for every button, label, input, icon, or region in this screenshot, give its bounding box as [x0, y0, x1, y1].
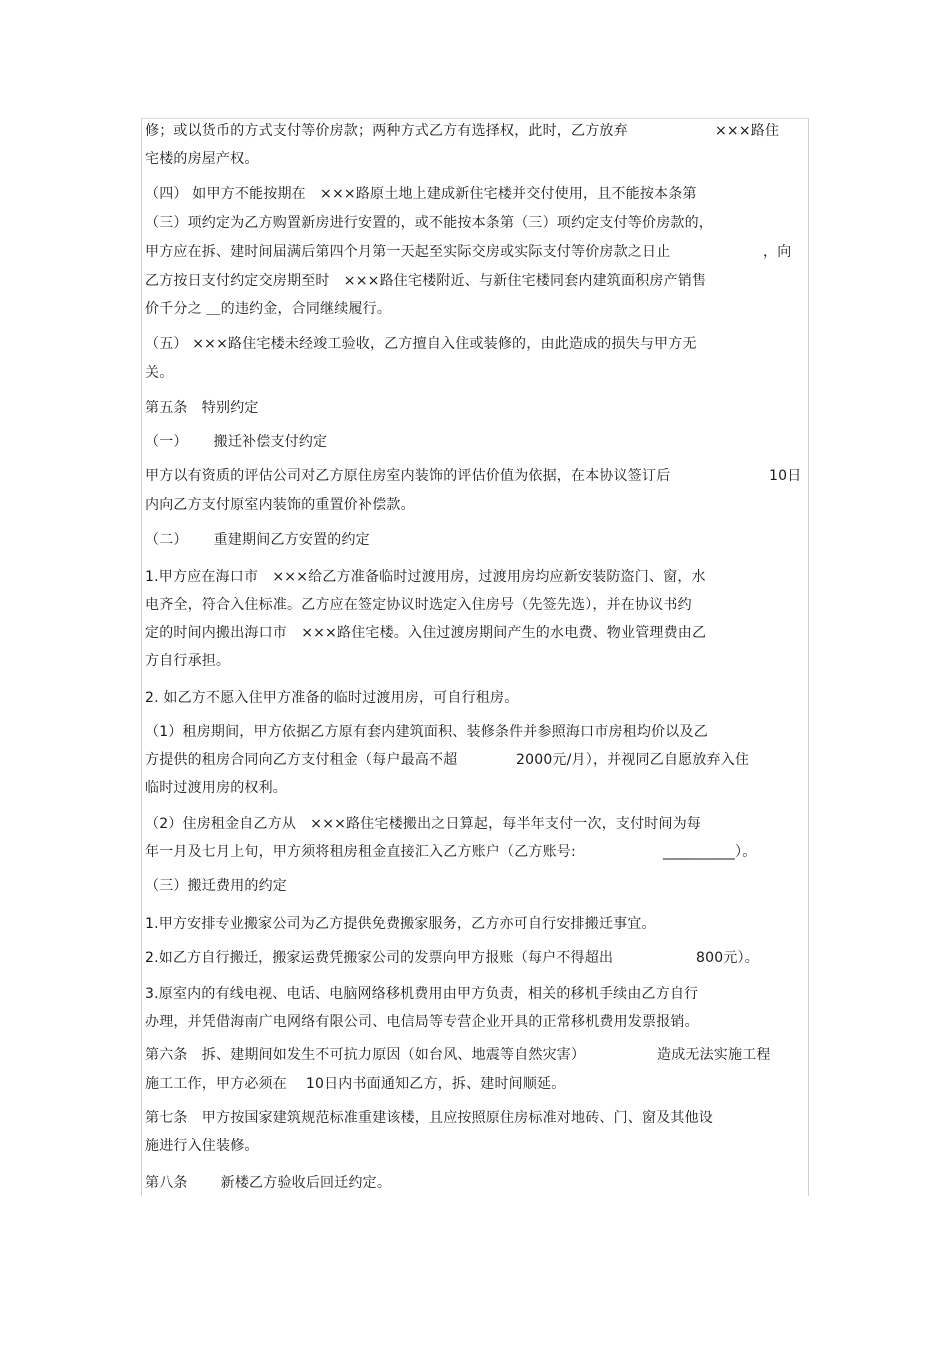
text-line: 年一月及七月上旬，甲方须将租房租金直接汇入乙方账户（乙方账号: __________）。 [145, 844, 757, 860]
article-heading: 第五条 特别约定 [145, 400, 259, 416]
section-heading: （二） 重建期间乙方安置的约定 [145, 532, 370, 548]
text-line: 电齐全，符合入住标准。乙方应在签定协议时选定入住房号（先签先选），并在协议书约 [145, 597, 692, 613]
article-heading: 第六条 拆、建期间如发生不可抗力原因（如台风、地震等自然灾害） 造成无法实施工程 [145, 1047, 771, 1063]
text-line: 办理，并凭借海南广电网络有限公司、电信局等专营企业开具的正常移机费用发票报销。 [145, 1014, 699, 1030]
text-line: （1）租房期间，甲方依据乙方原有套内建筑面积、装修条件并参照海口市房租均价以及乙 [145, 724, 708, 740]
text-line: 甲方应在拆、建时间届满后第四个月第一天起至实际交房或实际支付等价房款之日止 ，向 [145, 244, 792, 260]
section-heading: （一） 搬迁补偿支付约定 [145, 434, 328, 450]
text-line: 1.甲方安排专业搬家公司为乙方提供免费搬家服务，乙方亦可自行安排搬迁事宜。 [145, 916, 656, 932]
text-line: 乙方按日支付约定交房期至时 ×××路住宅楼附近、与新住宅楼同套内建筑面积房产销售 [145, 273, 707, 289]
text-line: 方自行承担。 [145, 653, 231, 669]
text-line: 关。 [145, 365, 174, 381]
text-line: 定的时间内搬出海口市 ×××路住宅楼。入住过渡房期间产生的水电费、物业管理费由乙 [145, 625, 707, 641]
text-line: 宅楼的房屋产权。 [145, 151, 259, 167]
text-line: 甲方以有资质的评估公司对乙方原住房室内装饰的评估价值为依据，在本协议签订后 10日 [145, 468, 802, 484]
text-line: 施工工作，甲方必须在 10日内书面通知乙方，拆、建时间顺延。 [145, 1076, 566, 1092]
text-line: 临时过渡用房的权利。 [145, 780, 287, 796]
text-line: 内向乙方支付原室内装饰的重置价补偿款。 [145, 497, 415, 513]
text-line: 1.甲方应在海口市 ×××给乙方准备临时过渡用房，过渡用房均应新安装防盗门、窗，水 [145, 569, 706, 585]
text-line: 3.原室内的有线电视、电话、电脑网络移机费用由甲方负责，相关的移机手续由乙方自行 [145, 986, 699, 1002]
text-line: 施进行入住装修。 [145, 1138, 259, 1154]
text-line: 价千分之 ＿的违约金，合同继续履行。 [145, 301, 392, 317]
text-line: （三）项约定为乙方购置新房进行安置的，或不能按本条第（三）项约定支付等价房款的， [145, 215, 713, 231]
article-heading: 第八条 新楼乙方验收后回迁约定。 [145, 1175, 392, 1191]
text-line: （五） ×××路住宅楼未经竣工验收，乙方擅自入住或装修的，由此造成的损失与甲方无 [145, 336, 697, 352]
text-line: 2. 如乙方不愿入住甲方准备的临时过渡用房，可自行租房。 [145, 690, 519, 706]
text-line: 修；或以货币的方式支付等价房款；两种方式乙方有选择权，此时，乙方放弃 ×××路住 [145, 123, 780, 139]
text-line: 2.如乙方自行搬迁，搬家运费凭搬家公司的发票向甲方报账（每户不得超出 800元）。 [145, 950, 759, 966]
text-line: （四） 如甲方不能按期在 ×××路原土地上建成新住宅楼并交付使用，且不能按本条第 [145, 186, 697, 202]
section-heading: （三）搬迁费用的约定 [145, 878, 287, 894]
text-line: 方提供的租房合同向乙方支付租金（每户最高不超 2000元/月），并视同乙自愿放弃入住 [145, 752, 750, 768]
article-heading: 第七条 甲方按国家建筑规范标准重建该楼，且应按照原住房标准对地砖、门、窗及其他设 [145, 1110, 713, 1126]
text-line: （2）住房租金自乙方从 ×××路住宅楼搬出之日算起，每半年支付一次，支付时间为每 [145, 816, 702, 832]
